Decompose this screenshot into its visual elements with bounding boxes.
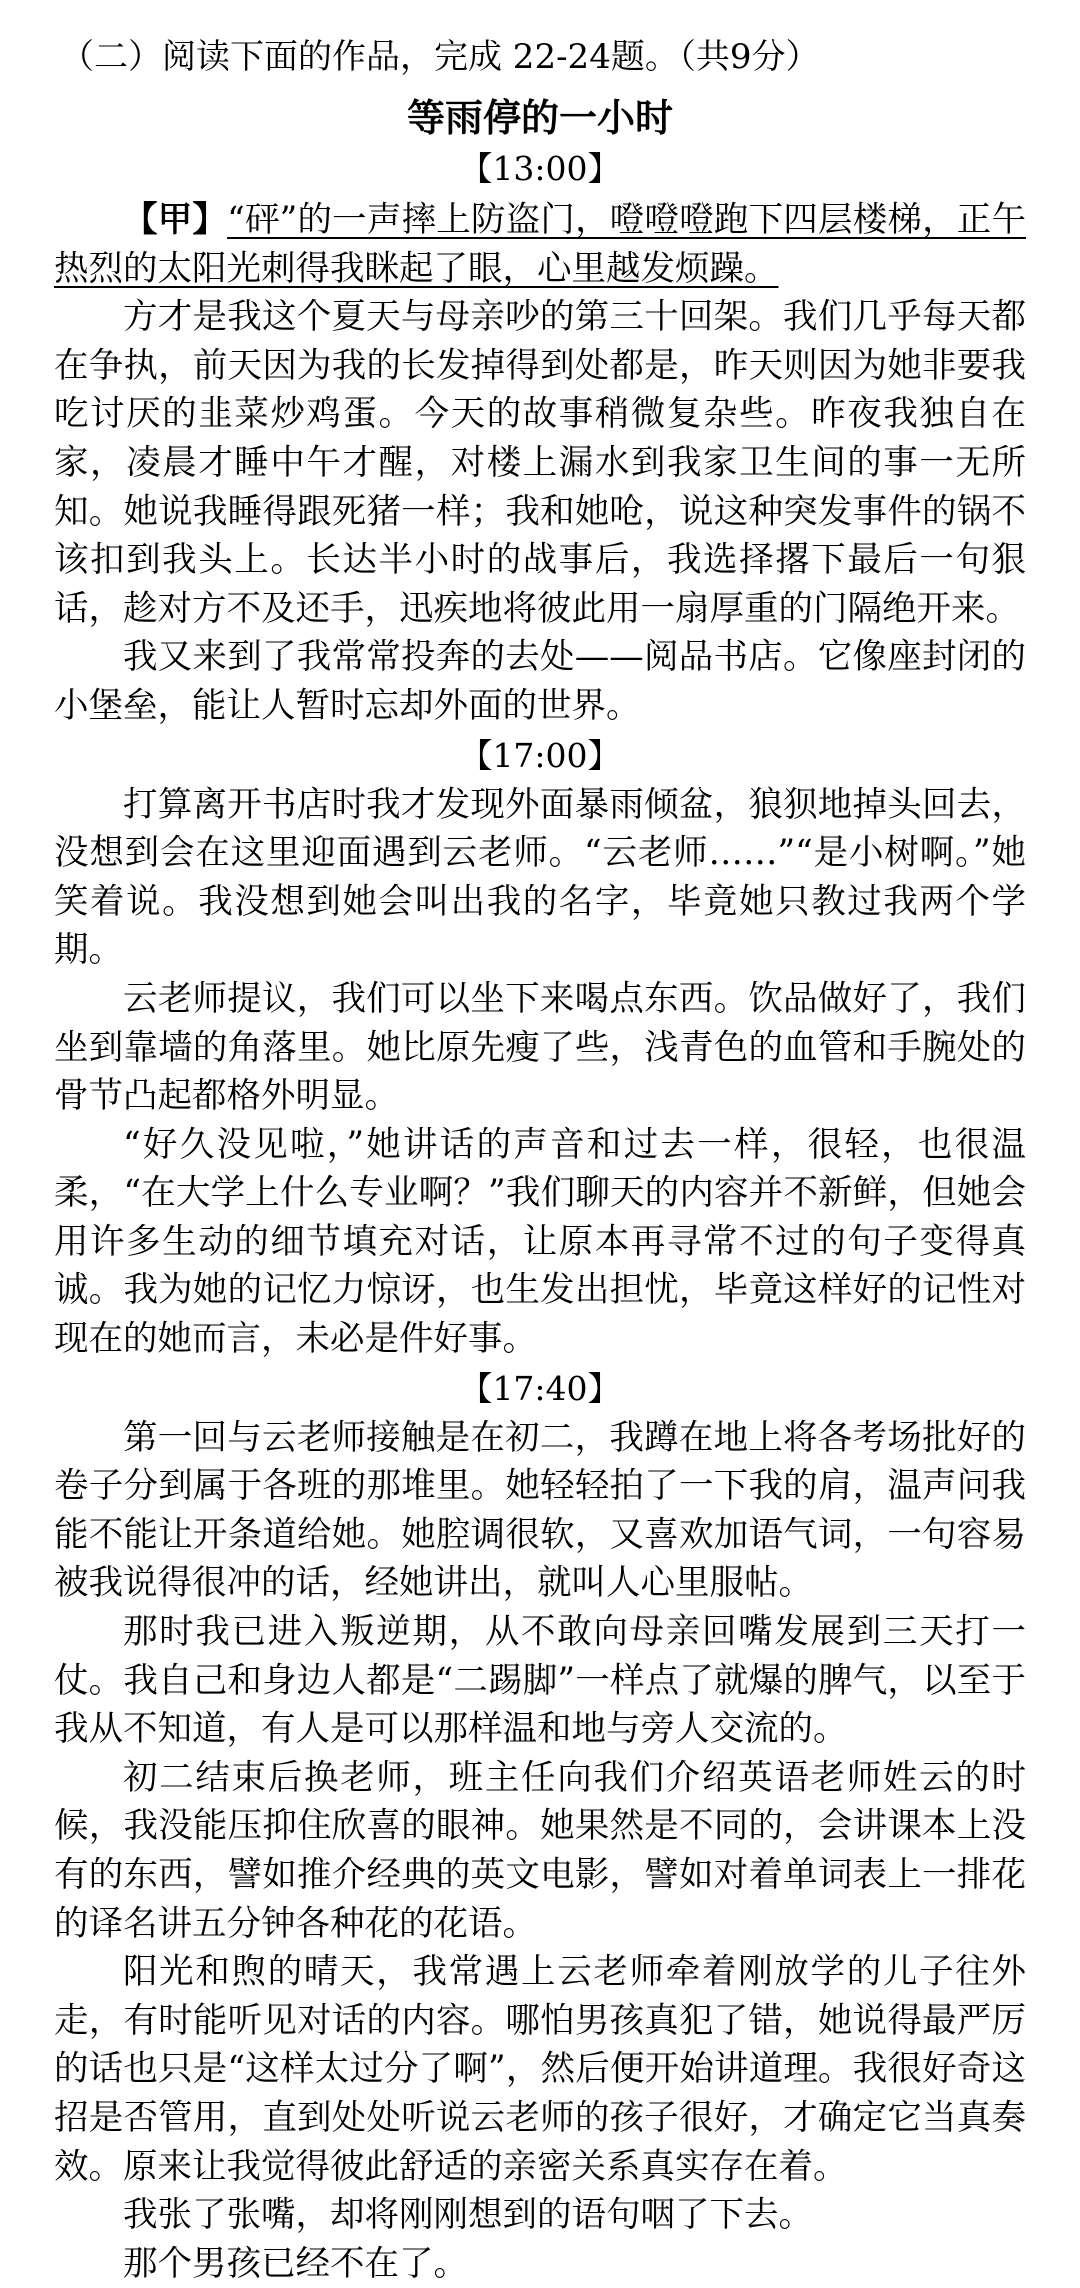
paragraph-7: 那时我已进入叛逆期，从不敢向母亲回嘴发展到三天打一仗。我自己和身边人都是“二踢脚”一样点了就爆的脾气，以至于我从不知道，有人是可以那样温和地与旁人交流的。 — [54, 1612, 1026, 1750]
paragraph-9: 阳光和煦的晴天，我常遇上云老师牵着刚放学的儿子往外走，有时能听见对话的内容。哪怕男孩真犯了错，她说得最严厉的话也只是“这样太过分了啊”，然后便开始讲道理。我很好奇这招是否管用，直到处处听说云老师的孩子很好，才确定它当真奏效。原来让我觉得彼此舒适的亲密关系真实存在着。 — [54, 1952, 1026, 2187]
jia-underlined-text: “砰”的一声摔上防盗门，噔噔噔跑下四层楼梯，正午热烈的太阳光刺得我眯起了眼，心里越发烦躁。 — [54, 200, 1026, 289]
time-marker-1740: 【17:40】 — [459, 1368, 621, 1408]
paragraph-4: 云老师提议，我们可以坐下来喝点东西。饮品做好了，我们坐到靠墙的角落里。她比原先瘦了些，浅青色的血管和手腕处的骨节凸起都格外明显。 — [54, 978, 1026, 1117]
paragraph-11: 那个男孩已经不在了。 — [123, 2243, 468, 2284]
time-marker-1300: 【13:00】 — [459, 149, 621, 188]
section-header: （二）阅读下面的作品，完成 22-24题。（共9分） — [60, 37, 820, 77]
paragraph-jia — [54, 196, 1026, 293]
paragraph-2: 我又来到了我常常投奔的去处——阅品书店。它像座封闭的小堡垒，能让人暂时忘却外面的世界。 — [54, 637, 1026, 726]
paragraph-5: “好久没见啦，”她讲话的声音和过去一样，很轻，也很温柔，“在大学上什么专业啊？”我们聊天的内容并不新鲜，但她会用许多生动的细节填充对话，让原本再寻常不过的句子变得真诚。我为她的记忆力惊讶，也生发出担忧，毕竟这样好的记性对现在的她而言，未必是件好事。 — [54, 1124, 1026, 1360]
paragraph-3: 打算离开书店时我才发现外面暴雨倾盆，狼狈地掉头回去，没想到会在这里迎面遇到云老师。“云老师……”“是小树啊。”她笑着说。我没想到她会叫出我的名字，毕竟她只教过我两个学期。 — [54, 784, 1026, 971]
paragraph-10: 我张了张嘴，却将刚刚想到的语句咽了下去。 — [123, 2195, 813, 2236]
paragraph-6: 第一回与云老师接触是在初二，我蹲在地上将各考场批好的卷子分到属于各班的那堆里。她轻轻拍了一下我的肩，温声问我能不能让开条道给她。她腔调很软，又喜欢加语气词，一句容易被我说得很冲的话，经她讲出，就叫人心里服帖。 — [54, 1417, 1026, 1604]
paragraph-8: 初二结束后换老师，班主任向我们介绍英语老师姓云的时候，我没能压抑住欣喜的眼神。她果然是不同的，会讲课本上没有的东西，譬如推介经典的英文电影，譬如对着单词表上一排花的译名讲五分钟各种花的花语。 — [54, 1757, 1026, 1944]
jia-label: 【甲】 — [123, 200, 228, 240]
time-marker-1700: 【17:00】 — [459, 735, 621, 775]
paragraph-1: 方才是我这个夏天与母亲吵的第三十回架。我们几乎每天都在争执，前天因为我的长发掉得到处都是，昨天则因为她非要我吃讨厌的韭菜炒鸡蛋。今天的故事稍微复杂些。昨夜我独自在家，凌晨才睡中午才醒，对楼上漏水到我家卫生间的事一无所知。她说我睡得跟死猪一样；我和她呛，说这种突发事件的锅不该扣到我头上。长达半小时的战事后，我选择撂下最后一句狠话，趁对方不及还手，迅疾地将彼此用一扇厚重的门隔绝开来。 — [54, 297, 1026, 629]
story-title: 等雨停的一小时 — [406, 95, 673, 140]
